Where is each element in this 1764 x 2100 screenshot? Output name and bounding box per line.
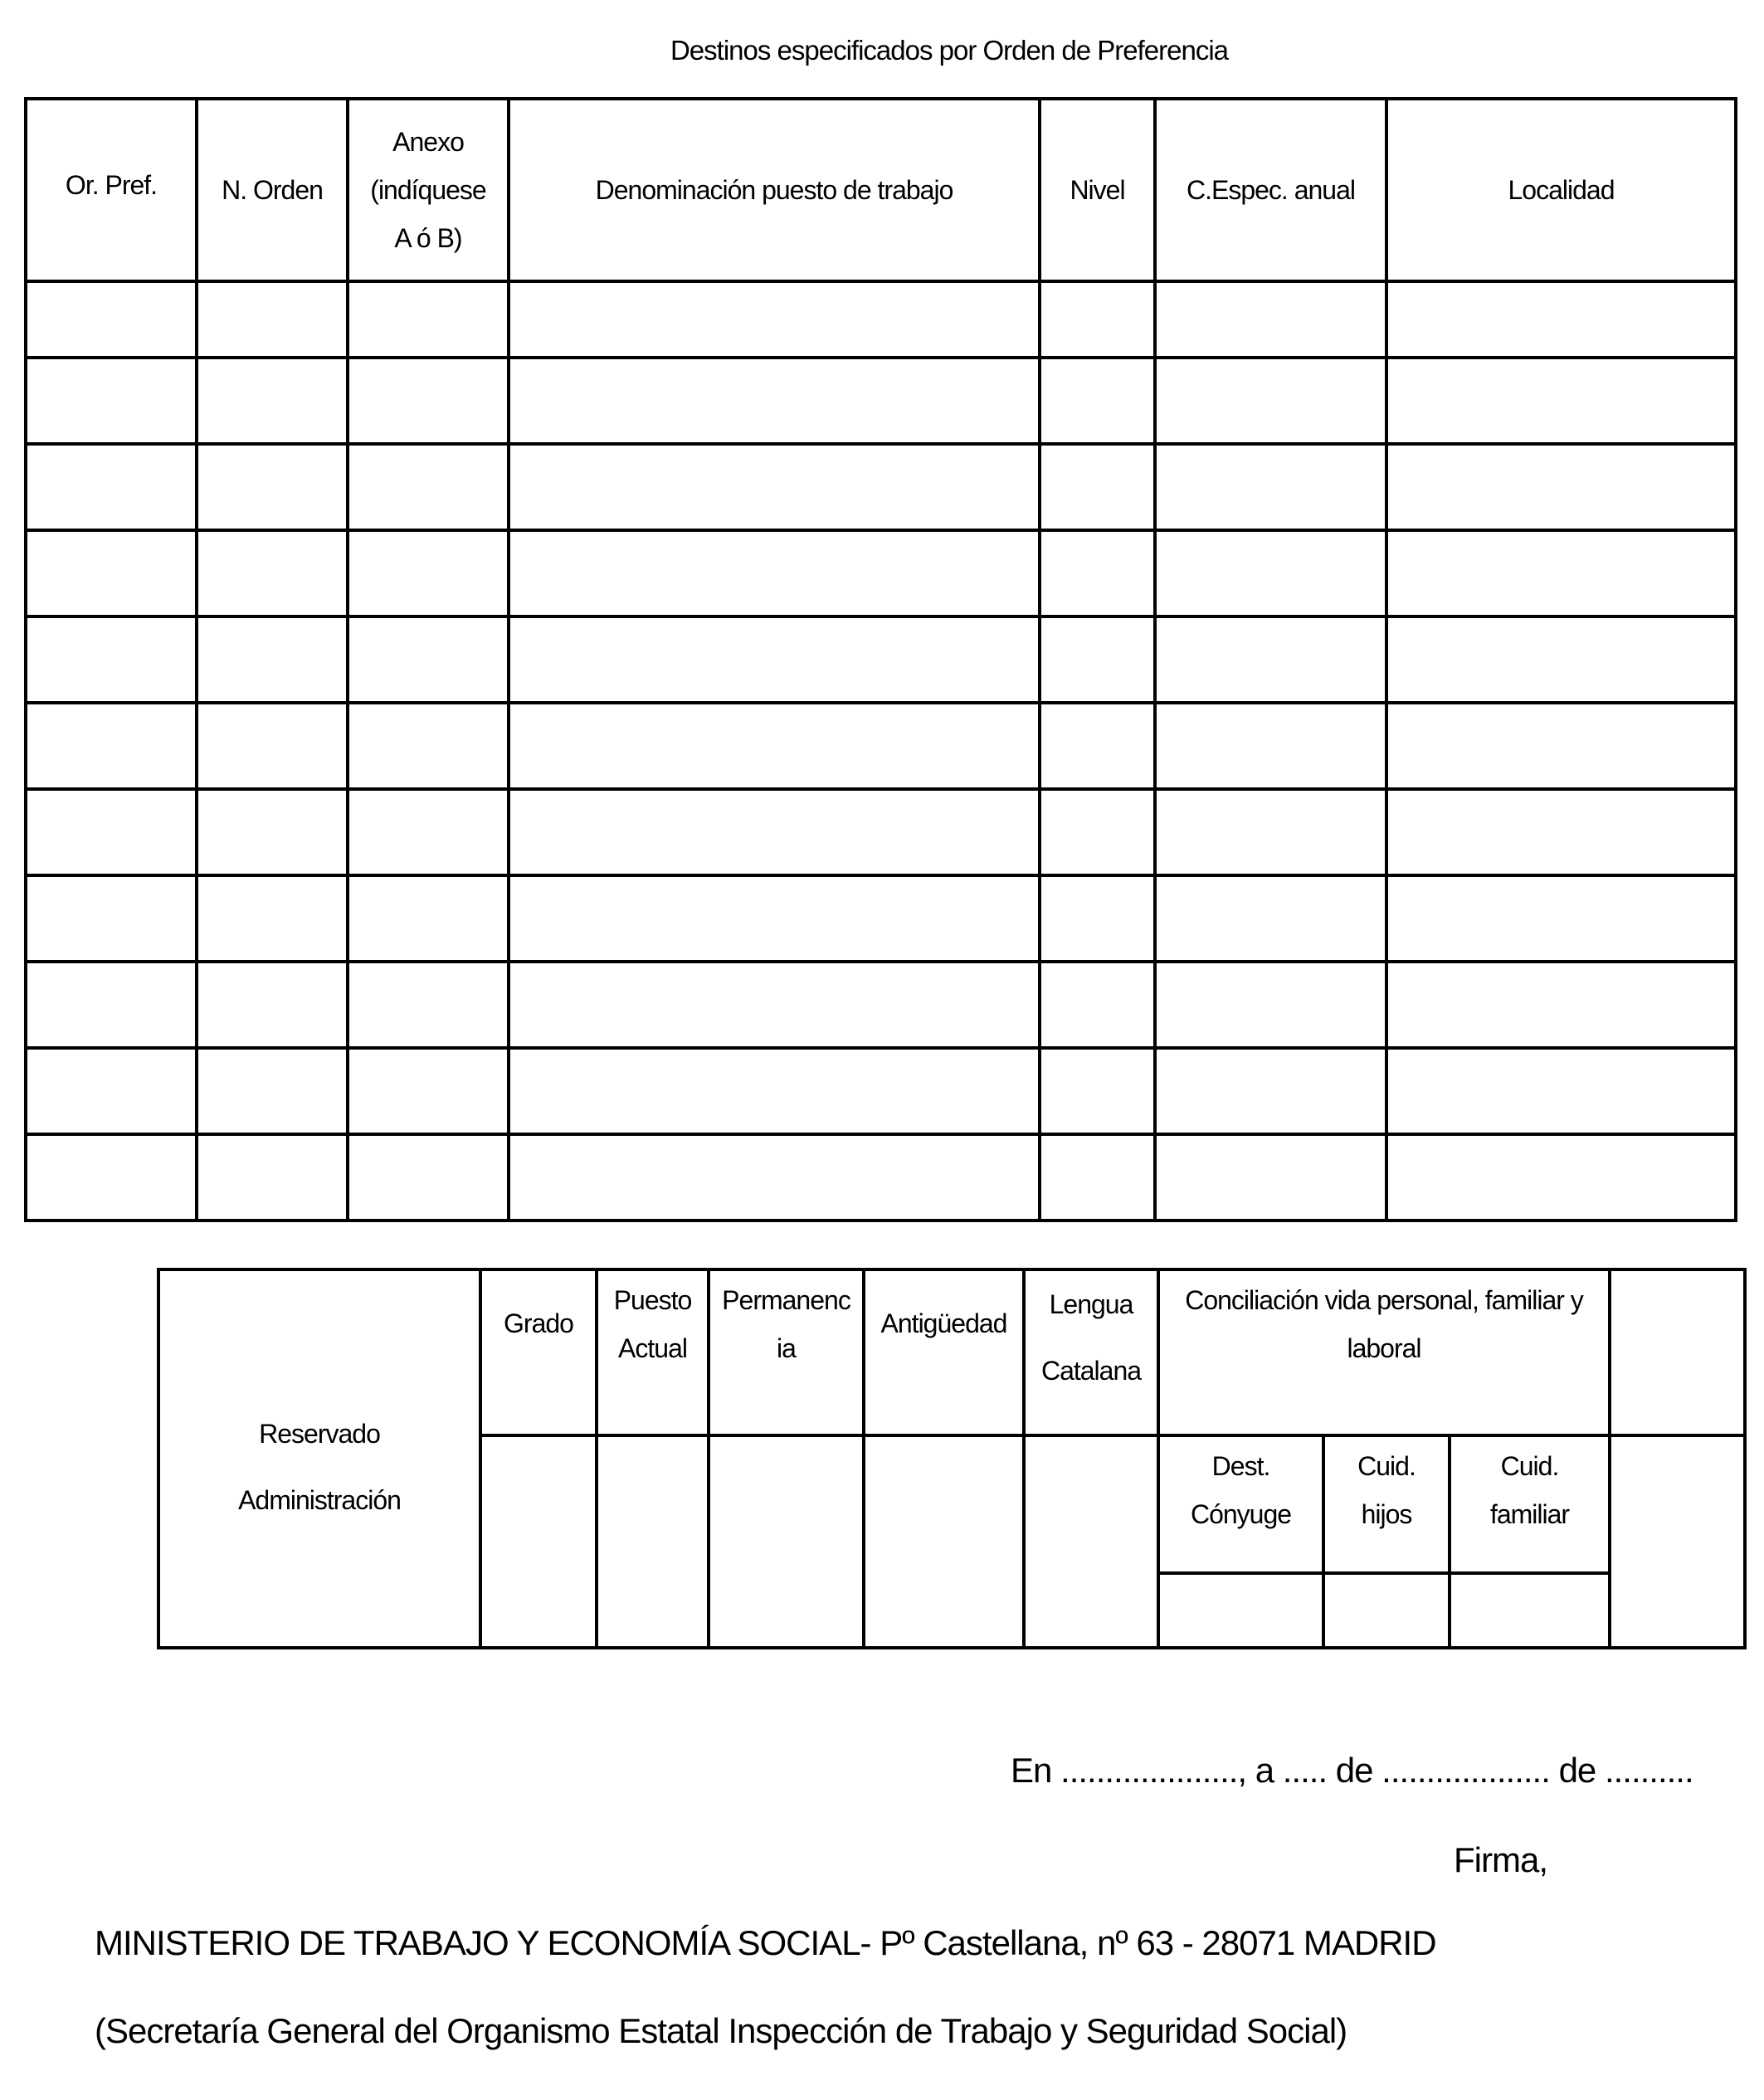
header-dest-conyuge <box>1158 1435 1323 1573</box>
cell-c-espec[interactable] <box>1155 1134 1386 1221</box>
cell-n-orden[interactable] <box>197 1134 348 1221</box>
secretaria-general: (Secretaría General del Organismo Estatal Inspección de Trabajo y Seguridad Social) <box>95 2011 1347 2050</box>
cell-n-orden[interactable] <box>197 703 348 789</box>
puesto-actual-line-1: Puesto <box>613 1285 692 1315</box>
cell-puesto-actual[interactable] <box>597 1435 709 1648</box>
cell-or-pref[interactable] <box>26 789 197 875</box>
cell-denominacion[interactable] <box>509 616 1040 703</box>
cell-lengua-catalana[interactable] <box>1024 1435 1158 1648</box>
dest-conyuge-line-2: Cónyuge <box>1190 1499 1292 1529</box>
cell-localidad[interactable] <box>1386 616 1736 703</box>
cell-c-espec[interactable] <box>1155 962 1386 1048</box>
cell-n-orden[interactable] <box>197 530 348 616</box>
ministerio-address: MINISTERIO DE TRABAJO Y ECONOMÍA SOCIAL- Pº Castellana, nº 63 - 28071 MADRID <box>95 1923 1436 1962</box>
cell-permanencia[interactable] <box>709 1435 864 1648</box>
cell-c-espec[interactable] <box>1155 789 1386 875</box>
cell-denominacion[interactable] <box>509 444 1040 530</box>
cell-nivel[interactable] <box>1040 358 1155 444</box>
cell-dest-conyuge[interactable] <box>1158 1573 1323 1648</box>
conciliacion-line-2: laboral <box>1347 1333 1421 1363</box>
cell-c-espec[interactable] <box>1155 703 1386 789</box>
reservado-administracion-table <box>157 1268 1747 1649</box>
header-anexo <box>348 99 509 281</box>
cell-n-orden[interactable] <box>197 875 348 962</box>
cell-localidad[interactable] <box>1386 358 1736 444</box>
cell-n-orden[interactable] <box>197 789 348 875</box>
cell-c-espec[interactable] <box>1155 616 1386 703</box>
cell-localidad[interactable] <box>1386 875 1736 962</box>
cell-nivel[interactable] <box>1040 1134 1155 1221</box>
cell-anexo[interactable] <box>348 281 509 358</box>
permanencia-line-1: Permanenc <box>722 1285 850 1315</box>
header-nivel: Nivel <box>1040 99 1155 281</box>
header-blank <box>1610 1269 1745 1435</box>
header-denominacion: Denominación puesto de trabajo <box>509 99 1040 281</box>
destino-row <box>26 281 1736 358</box>
cell-denominacion[interactable] <box>509 962 1040 1048</box>
cell-grado[interactable] <box>480 1435 597 1648</box>
cell-denominacion[interactable] <box>509 1048 1040 1134</box>
cell-nivel[interactable] <box>1040 703 1155 789</box>
header-anexo-line-3: A ó B) <box>394 223 462 253</box>
destino-row <box>26 962 1736 1048</box>
header-antiguedad: Antigüedad <box>864 1269 1024 1435</box>
cell-localidad[interactable] <box>1386 281 1736 358</box>
cell-nivel[interactable] <box>1040 1048 1155 1134</box>
cell-n-orden[interactable] <box>197 444 348 530</box>
cell-localidad[interactable] <box>1386 789 1736 875</box>
cell-antiguedad[interactable] <box>864 1435 1024 1648</box>
dest-conyuge-line-1: Dest. <box>1211 1451 1270 1481</box>
firma-label: Firma, <box>1454 1840 1547 1879</box>
cell-anexo[interactable] <box>348 703 509 789</box>
date-line: En ...................., a ..... de ................... de .......... <box>1011 1751 1693 1790</box>
cell-anexo[interactable] <box>348 789 509 875</box>
cell-total[interactable] <box>1610 1435 1745 1648</box>
destino-row <box>26 1048 1736 1134</box>
cell-nivel[interactable] <box>1040 875 1155 962</box>
cell-localidad[interactable] <box>1386 962 1736 1048</box>
header-cuid-familiar <box>1450 1435 1610 1573</box>
cell-c-espec[interactable] <box>1155 358 1386 444</box>
header-anexo-line-1: Anexo <box>392 127 464 157</box>
lengua-line-1: Lengua <box>1049 1289 1133 1319</box>
puesto-actual-line-2: Actual <box>618 1333 687 1363</box>
destinos-table <box>24 97 1737 1222</box>
cuid-familiar-line-2: familiar <box>1489 1499 1570 1529</box>
header-conciliacion <box>1158 1269 1610 1435</box>
destino-row <box>26 1134 1736 1221</box>
cell-nivel[interactable] <box>1040 789 1155 875</box>
cell-denominacion[interactable] <box>509 358 1040 444</box>
cell-denominacion[interactable] <box>509 703 1040 789</box>
cell-c-espec[interactable] <box>1155 530 1386 616</box>
cell-nivel[interactable] <box>1040 530 1155 616</box>
header-c-espec-anual: C.Espec. anual <box>1155 99 1386 281</box>
cell-or-pref[interactable] <box>26 444 197 530</box>
permanencia-line-2: ia <box>777 1333 796 1363</box>
cell-nivel[interactable] <box>1040 962 1155 1048</box>
cell-nivel[interactable] <box>1040 616 1155 703</box>
header-or-pref: Or. Pref. <box>26 99 197 281</box>
destino-row <box>26 444 1736 530</box>
destino-row <box>26 875 1736 962</box>
cell-c-espec[interactable] <box>1155 281 1386 358</box>
cell-c-espec[interactable] <box>1155 1048 1386 1134</box>
cell-or-pref[interactable] <box>26 703 197 789</box>
header-puesto-actual <box>597 1269 709 1435</box>
cell-n-orden[interactable] <box>197 962 348 1048</box>
cell-denominacion[interactable] <box>509 1134 1040 1221</box>
cell-c-espec[interactable] <box>1155 875 1386 962</box>
admin-header-row <box>158 1269 1745 1435</box>
cell-nivel[interactable] <box>1040 444 1155 530</box>
destino-row <box>26 530 1736 616</box>
destino-row <box>26 358 1736 444</box>
cell-or-pref[interactable] <box>26 962 197 1048</box>
cuid-hijos-line-1: Cuid. <box>1357 1451 1416 1481</box>
destino-row <box>26 616 1736 703</box>
cell-denominacion[interactable] <box>509 530 1040 616</box>
cell-or-pref[interactable] <box>26 281 197 358</box>
cell-localidad[interactable] <box>1386 1048 1736 1134</box>
lengua-line-2: Catalana <box>1040 1356 1142 1386</box>
cell-denominacion[interactable] <box>509 875 1040 962</box>
cell-or-pref[interactable] <box>26 1134 197 1221</box>
cell-anexo[interactable] <box>348 875 509 962</box>
destinos-header-row <box>26 99 1736 281</box>
reservado-administracion-label <box>158 1269 480 1648</box>
cell-n-orden[interactable] <box>197 281 348 358</box>
cell-or-pref[interactable] <box>26 358 197 444</box>
reservado-label-line-2: Administración <box>238 1485 401 1515</box>
cell-localidad[interactable] <box>1386 530 1736 616</box>
cell-n-orden[interactable] <box>197 616 348 703</box>
header-localidad: Localidad <box>1386 99 1736 281</box>
cell-n-orden[interactable] <box>197 358 348 444</box>
cell-anexo[interactable] <box>348 1134 509 1221</box>
cell-denominacion[interactable] <box>509 281 1040 358</box>
cell-anexo[interactable] <box>348 1048 509 1134</box>
cell-n-orden[interactable] <box>197 1048 348 1134</box>
cell-anexo[interactable] <box>348 530 509 616</box>
cell-or-pref[interactable] <box>26 530 197 616</box>
cuid-hijos-line-2: hijos <box>1361 1499 1412 1529</box>
header-grado: Grado <box>480 1269 597 1435</box>
header-anexo-line-2: (indíquese <box>370 175 486 205</box>
header-n-orden: N. Orden <box>197 99 348 281</box>
cell-cuid-hijos[interactable] <box>1323 1573 1450 1648</box>
cell-c-espec[interactable] <box>1155 444 1386 530</box>
cell-or-pref[interactable] <box>26 875 197 962</box>
header-permanencia <box>709 1269 864 1435</box>
reservado-label-line-1: Reservado <box>259 1419 380 1449</box>
destino-row <box>26 789 1736 875</box>
cell-nivel[interactable] <box>1040 281 1155 358</box>
cell-anexo[interactable] <box>348 962 509 1048</box>
cuid-familiar-line-1: Cuid. <box>1500 1451 1559 1481</box>
cell-or-pref[interactable] <box>26 1048 197 1134</box>
cell-localidad[interactable] <box>1386 1134 1736 1221</box>
header-cuid-hijos <box>1323 1435 1450 1573</box>
cell-anexo[interactable] <box>348 444 509 530</box>
cell-anexo[interactable] <box>348 616 509 703</box>
header-lengua-catalana <box>1024 1269 1158 1435</box>
cell-anexo[interactable] <box>348 358 509 444</box>
cell-localidad[interactable] <box>1386 444 1736 530</box>
cell-localidad[interactable] <box>1386 703 1736 789</box>
form-title: Destinos especificados por Orden de Preferencia <box>670 35 1229 66</box>
conciliacion-line-1: Conciliación vida personal, familiar y <box>1185 1285 1583 1315</box>
cell-or-pref[interactable] <box>26 616 197 703</box>
cell-denominacion[interactable] <box>509 789 1040 875</box>
cell-cuid-familiar[interactable] <box>1450 1573 1610 1648</box>
destino-row <box>26 703 1736 789</box>
